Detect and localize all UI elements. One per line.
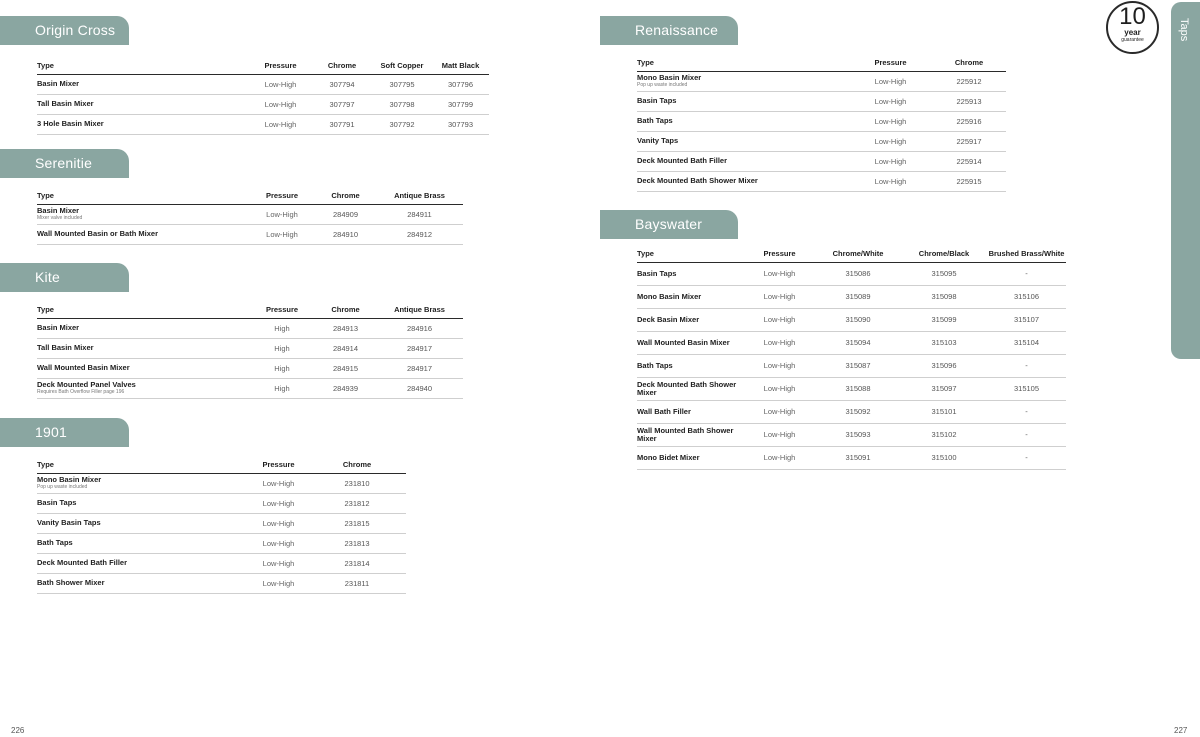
section-tab-origin-cross: Origin Cross: [0, 16, 129, 45]
product-type-cell: [37, 114, 249, 134]
product-code-cell: 315102: [901, 423, 987, 446]
product-code-cell: 315105: [987, 377, 1066, 400]
pressure-cell: Low-High: [744, 446, 815, 469]
table-row: [37, 573, 406, 593]
product-type: 3 Hole Basin Mixer: [37, 119, 104, 128]
column-header: Type: [37, 456, 249, 473]
product-type-cell: [37, 473, 249, 493]
product-type: Vanity Basin Taps: [37, 518, 101, 527]
table-row: [637, 131, 1006, 151]
product-type-cell: [37, 493, 249, 513]
pressure-cell: Low-High: [849, 71, 932, 91]
product-type: Wall Bath Filler: [637, 406, 691, 416]
product-type: Deck Mounted Panel Valves: [37, 380, 136, 389]
product-type: Wall Mounted Basin Mixer: [37, 363, 130, 372]
table-header-row: [37, 456, 406, 473]
product-note: Mixer valve included: [37, 215, 83, 221]
table-header-row: [37, 301, 463, 318]
product-code-cell: 307797: [312, 94, 372, 114]
column-header: Pressure: [744, 245, 815, 262]
product-type-cell: [637, 308, 744, 331]
section-tab-kite: Kite: [0, 263, 129, 292]
product-code-cell: 307793: [432, 114, 489, 134]
product-code-cell: 284911: [376, 204, 463, 224]
product-code-cell: 231811: [308, 573, 406, 593]
product-type-cell: [637, 377, 744, 400]
product-type: Deck Mounted Bath Filler: [637, 156, 728, 165]
pressure-cell: Low-High: [249, 204, 315, 224]
section-tab-1901: 1901: [0, 418, 129, 447]
product-code-cell: 284914: [315, 338, 376, 358]
column-header: Chrome: [312, 57, 372, 74]
pressure-cell: Low-High: [249, 573, 308, 593]
product-type-cell: [37, 378, 249, 398]
pressure-cell: High: [249, 358, 315, 378]
table-1901: [37, 456, 406, 594]
product-type-cell: [637, 71, 849, 91]
table-row: [637, 331, 1066, 354]
product-code-cell: 284917: [376, 338, 463, 358]
table-header-row: [37, 57, 489, 74]
pressure-cell: High: [249, 378, 315, 398]
table-header-row: [637, 245, 1066, 262]
pressure-cell: Low-High: [849, 91, 932, 111]
product-type: Mono Basin Mixer: [637, 73, 702, 82]
product-code-cell: 231810: [308, 473, 406, 493]
table-row: [37, 378, 463, 398]
product-code-cell: 315089: [815, 285, 901, 308]
product-type: Deck Mounted Bath Shower Mixer: [637, 176, 758, 185]
product-code-cell: -: [987, 262, 1066, 285]
table-row: [637, 423, 1066, 446]
table-row: [637, 377, 1066, 400]
product-code-cell: 225917: [932, 131, 1006, 151]
product-type-cell: [37, 553, 249, 573]
product-type-cell: [37, 74, 249, 94]
product-code-cell: 284915: [315, 358, 376, 378]
pressure-cell: Low-High: [249, 553, 308, 573]
table-row: [637, 308, 1066, 331]
product-type: Mono Basin Mixer: [637, 291, 702, 301]
product-type-cell: [637, 111, 849, 131]
product-code-cell: 307791: [312, 114, 372, 134]
product-type: Bath Taps: [637, 360, 673, 370]
column-header: Chrome: [315, 301, 376, 318]
product-code-cell: 315086: [815, 262, 901, 285]
product-code-cell: 284939: [315, 378, 376, 398]
product-code-cell: -: [987, 446, 1066, 469]
column-header: Matt Black: [432, 57, 489, 74]
table-row: [637, 71, 1006, 91]
product-code-cell: 307799: [432, 94, 489, 114]
product-type: Deck Basin Mixer: [637, 314, 700, 324]
product-code-cell: 284909: [315, 204, 376, 224]
table-row: [637, 111, 1006, 131]
product-code-cell: 315101: [901, 400, 987, 423]
product-code-cell: 307796: [432, 74, 489, 94]
product-code-cell: -: [987, 423, 1066, 446]
column-header: Chrome/Black: [901, 245, 987, 262]
pressure-cell: Low-High: [249, 74, 312, 94]
product-code-cell: 315103: [901, 331, 987, 354]
product-type-cell: [637, 262, 744, 285]
pressure-cell: Low-High: [249, 114, 312, 134]
product-type: Tall Basin Mixer: [37, 343, 94, 352]
table-row: [37, 338, 463, 358]
table-row: [637, 446, 1066, 469]
table-row: [37, 204, 463, 224]
product-type-cell: [637, 354, 744, 377]
product-type: Mono Bidet Mixer: [637, 452, 700, 462]
table-row: [37, 513, 406, 533]
product-code-cell: -: [987, 354, 1066, 377]
product-code-cell: 315088: [815, 377, 901, 400]
section-tab-renaissance: Renaissance: [600, 16, 738, 45]
product-code-cell: 315095: [901, 262, 987, 285]
pressure-cell: Low-High: [249, 513, 308, 533]
column-header: Chrome/White: [815, 245, 901, 262]
column-header: Chrome: [308, 456, 406, 473]
product-code-cell: 315094: [815, 331, 901, 354]
product-code-cell: 315096: [901, 354, 987, 377]
product-type: Basin Mixer: [37, 323, 80, 332]
pressure-cell: Low-High: [744, 308, 815, 331]
pressure-cell: Low-High: [849, 171, 932, 191]
page-number-left: 226: [11, 726, 25, 735]
pressure-cell: Low-High: [744, 423, 815, 446]
table-row: [37, 224, 463, 244]
serenitie-table: [37, 187, 463, 245]
table-row: [37, 358, 463, 378]
pressure-cell: Low-High: [249, 533, 308, 553]
pressure-cell: Low-High: [744, 377, 815, 400]
product-type-cell: [37, 358, 249, 378]
column-header: Pressure: [849, 54, 932, 71]
product-type-cell: [37, 94, 249, 114]
product-code-cell: 315097: [901, 377, 987, 400]
pressure-cell: Low-High: [744, 354, 815, 377]
product-type-cell: [37, 573, 249, 593]
table-row: [37, 493, 406, 513]
column-header: Chrome: [315, 187, 376, 204]
product-note: Pop up waste included: [637, 82, 688, 88]
table-row: [37, 318, 463, 338]
page-number-right: 227: [1174, 726, 1188, 735]
table-row: [637, 151, 1006, 171]
product-type: Basin Mixer: [37, 79, 80, 88]
product-code-cell: 307795: [372, 74, 432, 94]
product-type-cell: [637, 331, 744, 354]
product-type: Basin Taps: [637, 96, 677, 105]
column-header: Pressure: [249, 301, 315, 318]
pressure-cell: Low-High: [849, 151, 932, 171]
pressure-cell: Low-High: [249, 473, 308, 493]
product-code-cell: 315100: [901, 446, 987, 469]
product-code-cell: 231813: [308, 533, 406, 553]
pressure-cell: Low-High: [249, 224, 315, 244]
product-type: Mono Basin Mixer: [37, 475, 102, 484]
product-type: Basin Mixer: [37, 206, 80, 215]
product-type-cell: [637, 446, 744, 469]
product-type: Vanity Taps: [637, 136, 679, 145]
product-code-cell: 307792: [372, 114, 432, 134]
pressure-cell: Low-High: [744, 262, 815, 285]
pressure-cell: High: [249, 318, 315, 338]
guarantee-badge: [1106, 1, 1159, 54]
product-code-cell: 231815: [308, 513, 406, 533]
pressure-cell: Low-High: [849, 131, 932, 151]
pressure-cell: Low-High: [744, 331, 815, 354]
product-code-cell: 225916: [932, 111, 1006, 131]
column-header: Pressure: [249, 57, 312, 74]
product-type-cell: [37, 204, 249, 224]
product-type-cell: [37, 513, 249, 533]
pressure-cell: High: [249, 338, 315, 358]
product-code-cell: 315104: [987, 331, 1066, 354]
product-code-cell: 315090: [815, 308, 901, 331]
column-header: Type: [637, 245, 744, 262]
product-type-cell: [637, 151, 849, 171]
table-row: [37, 553, 406, 573]
column-header: Antique Brass: [376, 301, 463, 318]
product-type-cell: [637, 91, 849, 111]
bayswater-table: [637, 245, 1066, 470]
pressure-cell: Low-High: [744, 400, 815, 423]
table-row: [37, 533, 406, 553]
product-note: Requires Bath Overflow Filler page 196: [37, 389, 125, 395]
kite-table: [37, 301, 463, 399]
product-type: Bath Taps: [637, 116, 673, 125]
product-code-cell: 307794: [312, 74, 372, 94]
guarantee-label: guarantee: [1121, 37, 1144, 43]
product-type-cell: [37, 318, 249, 338]
table-row: [637, 285, 1066, 308]
column-header: Type: [637, 54, 849, 71]
section-tab-bayswater: Bayswater: [600, 210, 738, 239]
product-code-cell: -: [987, 400, 1066, 423]
product-code-cell: 284916: [376, 318, 463, 338]
product-type: Basin Taps: [37, 498, 77, 507]
product-type-cell: [37, 338, 249, 358]
pressure-cell: Low-High: [849, 111, 932, 131]
product-code-cell: 284912: [376, 224, 463, 244]
side-tab-label: Taps: [1178, 18, 1190, 42]
product-type-cell: [637, 171, 849, 191]
table-row: [637, 91, 1006, 111]
product-code-cell: 284910: [315, 224, 376, 244]
product-code-cell: 315106: [987, 285, 1066, 308]
product-code-cell: 315093: [815, 423, 901, 446]
pressure-cell: Low-High: [744, 285, 815, 308]
column-header: Pressure: [249, 456, 308, 473]
table-row: [37, 114, 489, 134]
table-row: [37, 94, 489, 114]
origin-cross-table: [37, 57, 489, 135]
product-code-cell: 231814: [308, 553, 406, 573]
product-type-cell: [37, 533, 249, 553]
product-note: Pop up waste included: [37, 484, 88, 490]
section-tab-serenitie: Serenitie: [0, 149, 129, 178]
guarantee-years: 10: [1119, 3, 1146, 30]
product-code-cell: 284940: [376, 378, 463, 398]
column-header: Type: [37, 187, 249, 204]
pressure-cell: Low-High: [249, 94, 312, 114]
product-type-cell: [37, 224, 249, 244]
product-type-cell: [637, 400, 744, 423]
product-type: Basin Taps: [637, 268, 677, 278]
product-code-cell: 315087: [815, 354, 901, 377]
guarantee-year-label: year: [1124, 28, 1141, 37]
renaissance-table: [637, 54, 1006, 192]
product-type: Tall Basin Mixer: [37, 99, 94, 108]
product-type-cell: [637, 423, 744, 446]
column-header: Antique Brass: [376, 187, 463, 204]
product-type: Deck Mounted Bath Shower Mixer: [637, 379, 737, 397]
table-header-row: [637, 54, 1006, 71]
product-code-cell: 284917: [376, 358, 463, 378]
pressure-cell: Low-High: [249, 493, 308, 513]
product-code-cell: 284913: [315, 318, 376, 338]
product-type: Bath Taps: [37, 538, 73, 547]
column-header: Type: [37, 301, 249, 318]
table-row: [37, 74, 489, 94]
product-code-cell: 231812: [308, 493, 406, 513]
column-header: Pressure: [249, 187, 315, 204]
column-header: Brushed Brass/White: [987, 245, 1066, 262]
product-type: Wall Mounted Basin Mixer: [637, 337, 730, 347]
product-type: Bath Shower Mixer: [37, 578, 105, 587]
table-row: [637, 171, 1006, 191]
product-code-cell: 315107: [987, 308, 1066, 331]
product-code-cell: 225914: [932, 151, 1006, 171]
column-header: Soft Copper: [372, 57, 432, 74]
table-row: [637, 262, 1066, 285]
product-type-cell: [637, 285, 744, 308]
product-code-cell: 307798: [372, 94, 432, 114]
column-header: Chrome: [932, 54, 1006, 71]
product-code-cell: 225912: [932, 71, 1006, 91]
product-code-cell: 315091: [815, 446, 901, 469]
table-row: [637, 354, 1066, 377]
product-type: Wall Mounted Bath Shower Mixer: [637, 425, 734, 443]
table-row: [37, 473, 406, 493]
product-code-cell: 225913: [932, 91, 1006, 111]
product-type: Deck Mounted Bath Filler: [37, 558, 128, 567]
column-header: Type: [37, 57, 249, 74]
side-tab-taps[interactable]: [1171, 2, 1200, 359]
product-code-cell: 315099: [901, 308, 987, 331]
table-row: [637, 400, 1066, 423]
product-type: Wall Mounted Basin or Bath Mixer: [37, 229, 158, 238]
product-type-cell: [637, 131, 849, 151]
product-code-cell: 225915: [932, 171, 1006, 191]
product-code-cell: 315092: [815, 400, 901, 423]
product-code-cell: 315098: [901, 285, 987, 308]
table-header-row: [37, 187, 463, 204]
